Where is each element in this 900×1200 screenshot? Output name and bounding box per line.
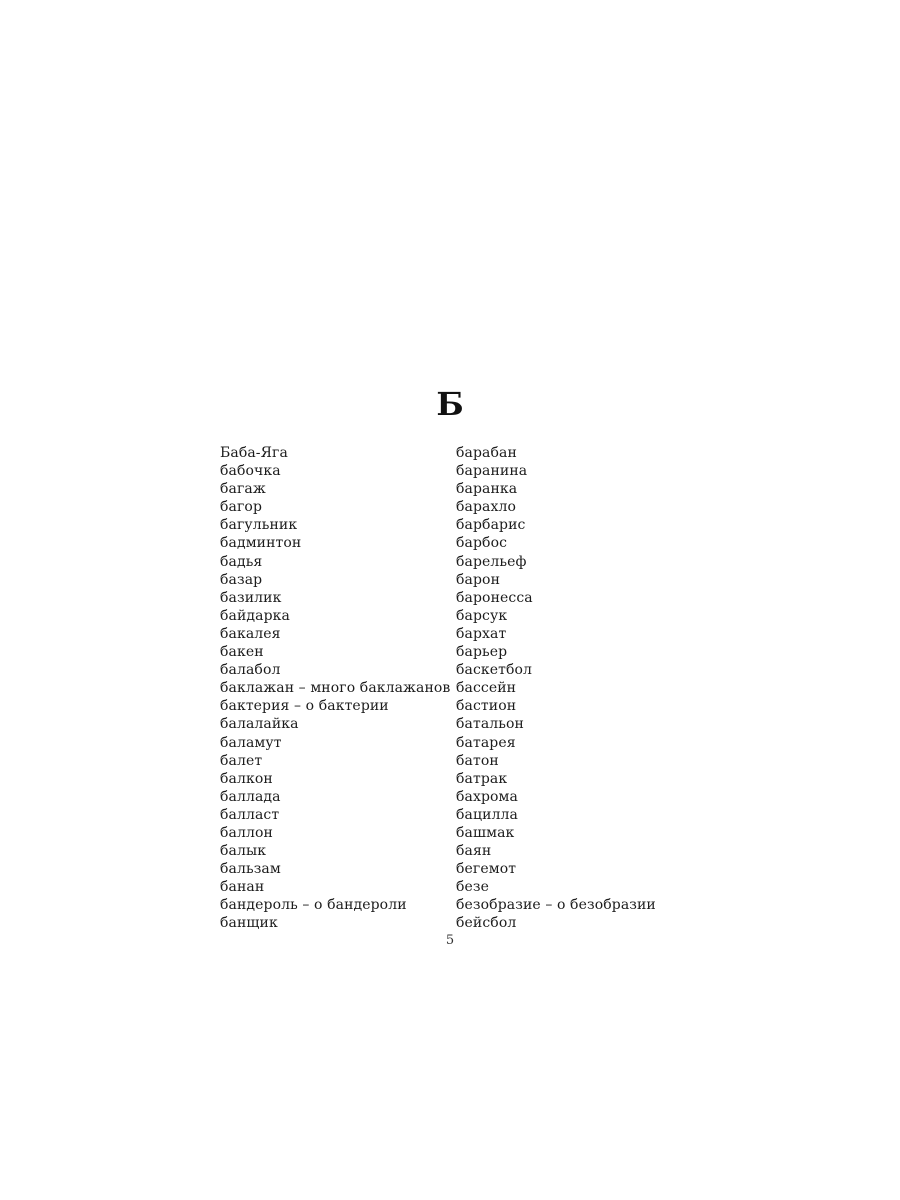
list-item: батрак	[456, 770, 508, 787]
list-item: барсук	[456, 607, 508, 624]
list-item: багульник	[220, 517, 298, 534]
word-list-left	[220, 444, 451, 933]
list-item: барельеф	[456, 553, 527, 570]
list-item: барьер	[456, 644, 508, 661]
list-item: барабан	[456, 445, 517, 461]
list-item: бандероль – о бандероли	[220, 897, 407, 914]
list-item: бактерия – о бактерии	[220, 698, 389, 715]
list-item: баранка	[456, 481, 518, 498]
list-item: балык	[220, 843, 267, 860]
list-item: бастион	[456, 698, 517, 715]
list-item: баллон	[220, 824, 273, 841]
list-item: базар	[220, 571, 263, 588]
list-item: балкон	[220, 770, 273, 787]
list-item: банщик	[220, 915, 278, 932]
list-item: балласт	[220, 806, 280, 823]
list-item: батальон	[456, 716, 524, 733]
list-item: бегемот	[456, 861, 517, 878]
list-item: бакалея	[220, 625, 281, 642]
list-item: бассейн	[456, 680, 517, 697]
list-item: базилик	[220, 589, 282, 606]
list-item: баскетбол	[456, 662, 533, 679]
list-item: безобразие – о безобразии	[456, 897, 656, 914]
list-item: барон	[456, 571, 500, 588]
list-item: бацилла	[456, 806, 518, 823]
list-item: баронесса	[456, 589, 533, 606]
list-item: бархат	[456, 625, 507, 642]
list-item: баян	[456, 843, 492, 860]
list-item: бакен	[220, 644, 264, 661]
list-item: батарея	[456, 734, 516, 751]
list-item: банан	[220, 879, 265, 896]
list-item: багор	[220, 499, 263, 516]
list-item: бахрома	[456, 788, 518, 805]
list-item: безе	[456, 879, 490, 896]
word-list-right	[456, 444, 676, 933]
list-item: балалайка	[220, 716, 299, 733]
list-item: балет	[220, 752, 263, 769]
list-item: батон	[456, 752, 499, 769]
list-item: барбос	[456, 535, 508, 552]
list-item: барбарис	[456, 517, 526, 534]
list-item: балабол	[220, 662, 281, 679]
list-item: байдарка	[220, 607, 290, 624]
list-item: баллада	[220, 788, 281, 805]
list-item: баранина	[456, 463, 528, 480]
section-letter-heading: Б	[436, 385, 464, 423]
list-item: бабочка	[220, 463, 281, 480]
list-item: башмак	[456, 824, 515, 841]
list-item: бадминтон	[220, 535, 302, 552]
list-item: баклажан – много баклажанов	[220, 680, 451, 697]
list-item: багаж	[220, 481, 266, 498]
page-number: 5	[445, 933, 455, 948]
list-item: бальзам	[220, 861, 281, 878]
list-item: баламут	[220, 734, 282, 751]
list-item: барахло	[456, 499, 517, 516]
list-item: бадья	[220, 553, 263, 570]
list-item: Баба-Яга	[220, 445, 288, 461]
list-item: бейсбол	[456, 915, 517, 932]
